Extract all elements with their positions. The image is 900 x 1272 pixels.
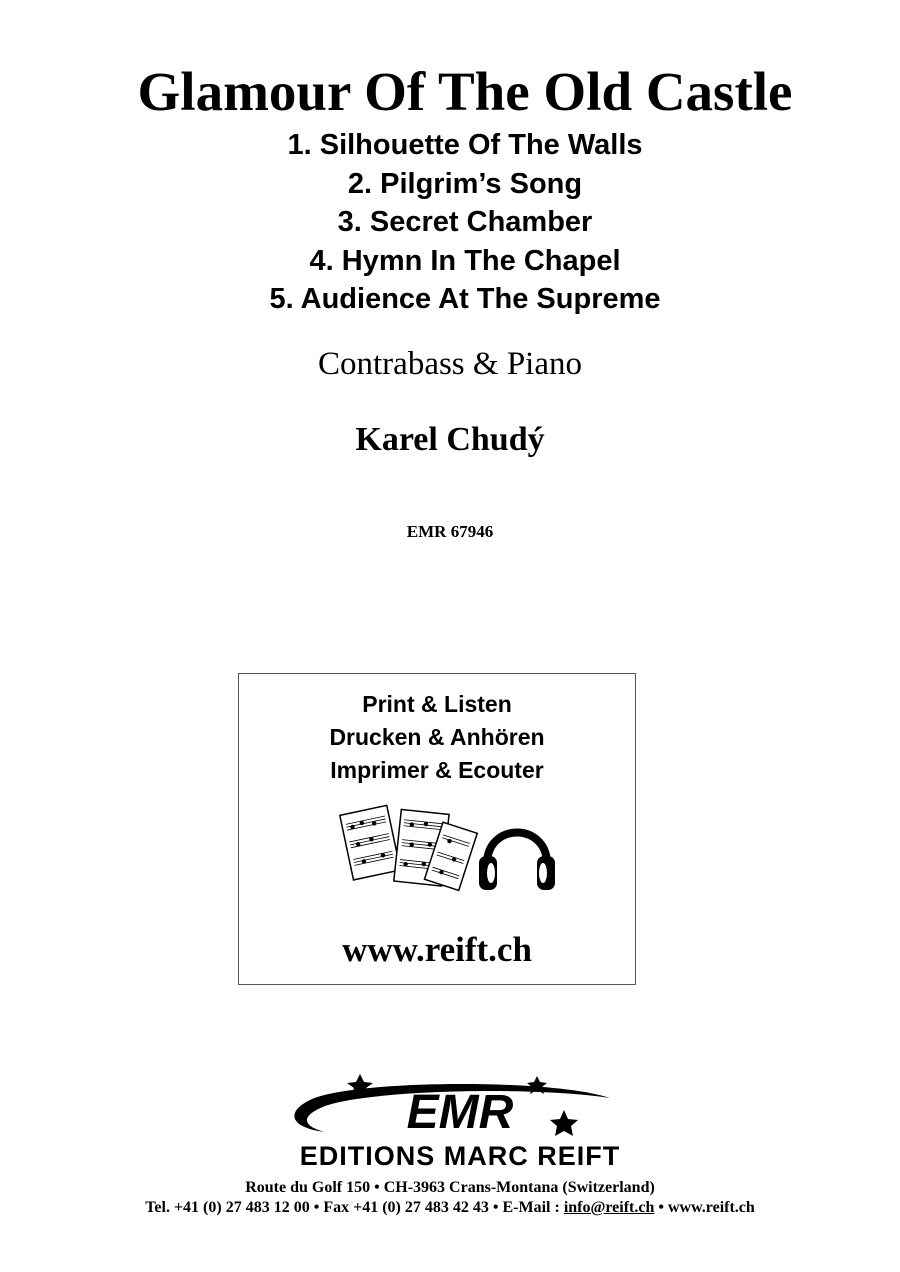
instrumentation: Contrabass & Piano xyxy=(318,346,582,382)
email-label: E-Mail : xyxy=(502,1199,560,1216)
headphones-icon xyxy=(479,833,555,891)
movement-item: 4. Hymn In The Chapel xyxy=(309,244,621,277)
promo-line: Drucken & Anhören xyxy=(329,724,545,750)
logo-publisher-name: EDITIONS MARC REIFT xyxy=(299,1141,621,1170)
promo-lines xyxy=(239,688,635,787)
email-link[interactable]: info@reift.ch xyxy=(563,1199,655,1216)
sheet-music-icon xyxy=(340,805,477,890)
promo-line: Print & Listen xyxy=(362,691,512,717)
fax-number: Fax +41 (0) 27 483 42 43 xyxy=(323,1199,489,1216)
score-title: Glamour Of The Old Castle xyxy=(137,61,793,122)
composer-name: Karel Chudý xyxy=(355,421,545,458)
promo-icons xyxy=(339,802,559,902)
promo-line: Imprimer & Ecouter xyxy=(330,757,544,783)
star-icon xyxy=(550,1110,578,1136)
movement-item: 2. Pilgrim’s Song xyxy=(347,167,583,200)
movement-item: 3. Secret Chamber xyxy=(337,206,593,238)
movement-item: 5. Audience At The Supreme xyxy=(269,283,661,315)
publisher-address: Route du Golf 150 • CH-3963 Crans-Montana (Switzerland) xyxy=(245,1179,655,1196)
logo-emr-text: EMR xyxy=(406,1086,514,1139)
catalog-number: EMR 67946 xyxy=(406,522,494,541)
promo-website-link[interactable]: www.reift.ch xyxy=(342,930,532,969)
print-listen-box xyxy=(238,673,636,985)
movement-item: 1. Silhouette Of The Walls xyxy=(287,129,643,161)
phone-number: Tel. +41 (0) 27 483 12 00 xyxy=(145,1199,310,1216)
publisher-contact: Tel. +41 (0) 27 483 12 00 • Fax +41 (0) 27 483 42 43 • E-Mail : info@reift.ch • www.reift.ch xyxy=(145,1199,755,1216)
publisher-logo xyxy=(230,1070,690,1170)
website-link[interactable]: www.reift.ch xyxy=(668,1199,755,1216)
movement-list xyxy=(0,126,900,319)
